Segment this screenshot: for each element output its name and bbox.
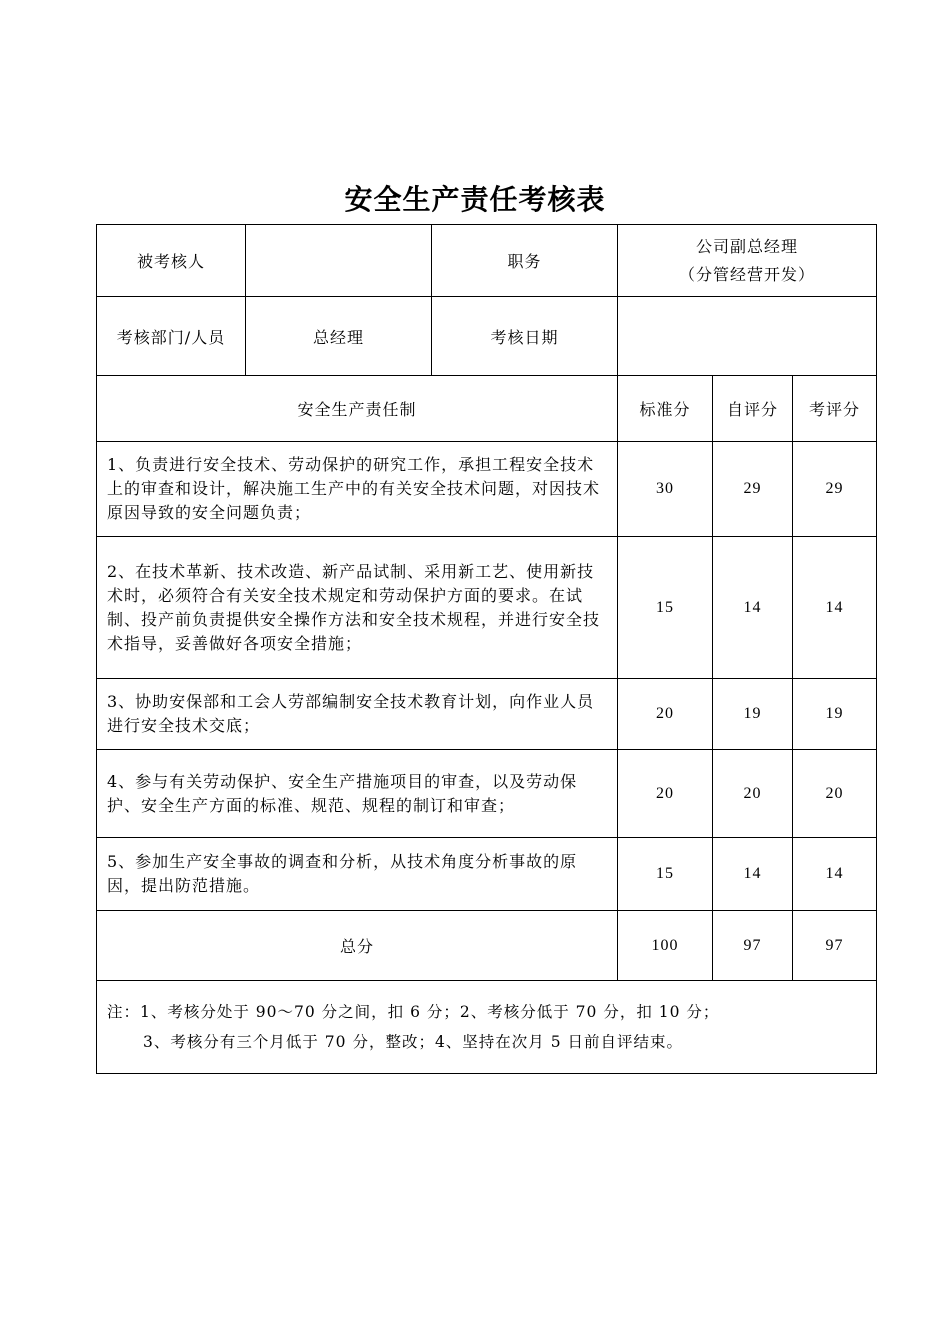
item-row [97,679,877,750]
item-row [97,838,877,911]
note-line-2: 3、考核分有三个月低于 70 分，整改；4、坚持在次月 5 日前自评结束。 [143,1033,684,1051]
total-standard-score: 100 [618,911,713,981]
item-row [97,442,877,537]
standard-score-header: 标准分 [618,376,713,442]
item-row [97,750,877,838]
responsibility-header: 安全生产责任制 [97,376,618,442]
position-value [618,225,877,297]
item-text: 2、在技术革新、技术改造、新产品试制、采用新工艺、使用新技术时，必须符合有关安全技术规定和劳动保护方面的要求。在试制、投产前负责提供安全操作方法和安全技术规程，并进行安全技术指导，妥善做好各项安全措施； [97,537,618,679]
item-text: 1、负责进行安全技术、劳动保护的研究工作，承担工程安全技术上的审查和设计，解决施工生产中的有关安全技术问题，对因技术原因导致的安全问题负责； [97,442,618,537]
item-standard-score: 15 [618,537,713,679]
date-value-cell[interactable] [618,297,877,376]
notes-row [97,981,877,1074]
item-standard-score: 20 [618,679,713,750]
item-text: 3、协助安保部和工会人劳部编制安全技术教育计划，向作业人员进行安全技术交底； [97,679,618,750]
assessee-label: 被考核人 [97,225,246,297]
item-self-score: 29 [713,442,793,537]
total-row [97,911,877,981]
assessment-table [96,224,877,1074]
total-review-score: 97 [793,911,877,981]
item-self-score: 20 [713,750,793,838]
page-title: 安全生产责任考核表 [344,183,606,216]
date-label: 考核日期 [432,297,618,376]
item-review-score: 19 [793,679,877,750]
header-row-1 [97,225,877,297]
item-self-score: 19 [713,679,793,750]
item-review-score: 14 [793,537,877,679]
item-self-score: 14 [713,838,793,911]
item-review-score: 29 [793,442,877,537]
column-header-row [97,376,877,442]
review-score-header: 考评分 [793,376,877,442]
position-label: 职务 [432,225,618,297]
total-self-score: 97 [713,911,793,981]
header-row-2 [97,297,877,376]
position-value-line2: （分管经营开发） [678,264,815,284]
item-text: 4、参与有关劳动保护、安全生产措施项目的审查，以及劳动保护、安全生产方面的标准、规范、规程的制订和审查； [97,750,618,838]
note-line-1: 注：1、考核分处于 90～70 分之间，扣 6 分；2、考核分低于 70 分，扣 10 分； [107,1003,720,1021]
dept-value: 总经理 [246,297,432,376]
item-review-score: 20 [793,750,877,838]
item-review-score: 14 [793,838,877,911]
self-score-header: 自评分 [713,376,793,442]
dept-label: 考核部门/人员 [97,297,246,376]
item-standard-score: 15 [618,838,713,911]
item-self-score: 14 [713,537,793,679]
item-row [97,537,877,679]
total-label: 总分 [97,911,618,981]
assessee-value-cell[interactable] [246,225,432,297]
item-standard-score: 20 [618,750,713,838]
position-value-line1: 公司副总经理 [695,236,798,256]
item-standard-score: 30 [618,442,713,537]
notes [97,981,877,1074]
item-text: 5、参加生产安全事故的调查和分析，从技术角度分析事故的原因，提出防范措施。 [97,838,618,911]
